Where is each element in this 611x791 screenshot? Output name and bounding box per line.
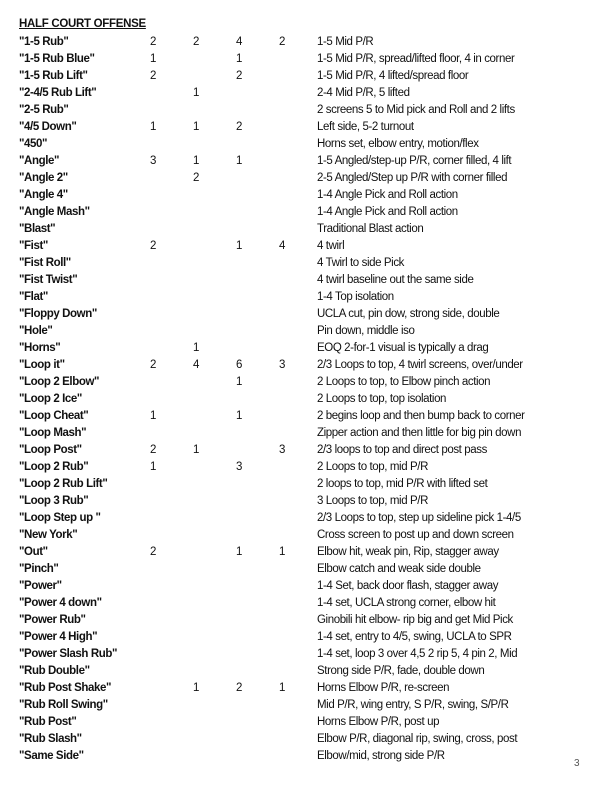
- play-description: Strong side P/R, fade, double down: [317, 665, 485, 677]
- count-col-3: 1: [236, 376, 243, 388]
- play-row: [0, 153, 611, 170]
- play-description: 1-4 Top isolation: [317, 291, 394, 303]
- play-row: [0, 34, 611, 51]
- play-row: [0, 170, 611, 187]
- play-name: "Same Side": [19, 750, 84, 762]
- play-name: "Blast": [19, 223, 56, 235]
- play-row: [0, 51, 611, 68]
- play-name: "Angle": [19, 155, 60, 167]
- play-row: [0, 714, 611, 731]
- play-name: "Loop it": [19, 359, 65, 371]
- play-description: Mid P/R, wing entry, S P/R, swing, S/P/R: [317, 699, 509, 711]
- play-name: "450": [19, 138, 48, 150]
- play-description: Elbow/mid, strong side P/R: [317, 750, 445, 762]
- play-name: "Loop 2 Rub Lift": [19, 478, 108, 490]
- play-row: [0, 408, 611, 425]
- count-col-1: 1: [150, 461, 157, 473]
- play-description: 4 twirl: [317, 240, 345, 252]
- play-row: [0, 442, 611, 459]
- play-row: [0, 425, 611, 442]
- play-description: 2 loops to top, mid P/R with lifted set: [317, 478, 488, 490]
- play-name: "Power Slash Rub": [19, 648, 118, 660]
- play-row: [0, 221, 611, 238]
- play-description: 2/3 Loops to top, 4 twirl screens, over/under: [317, 359, 523, 371]
- play-description: 1-4 Set, back door flash, stagger away: [317, 580, 499, 592]
- play-row: [0, 578, 611, 595]
- count-col-3: 1: [236, 240, 243, 252]
- plays-table: [0, 34, 611, 765]
- play-description: Pin down, middle iso: [317, 325, 415, 337]
- play-name: "2-4/5 Rub Lift": [19, 87, 97, 99]
- play-description: 1-4 set, entry to 4/5, swing, UCLA to SPR: [317, 631, 512, 643]
- play-description: 2 Loops to top, top isolation: [317, 393, 447, 405]
- play-name: "Loop 2 Elbow": [19, 376, 100, 388]
- play-description: 1-4 set, loop 3 over 4,5 2 rip 5, 4 pin 2, Mid: [317, 648, 518, 660]
- play-row: [0, 323, 611, 340]
- play-name: "Fist Twist": [19, 274, 78, 286]
- play-name: "Power": [19, 580, 62, 592]
- play-name: "Fist": [19, 240, 48, 252]
- play-row: [0, 697, 611, 714]
- play-name: "Rub Roll Swing": [19, 699, 108, 711]
- play-description: 2 begins loop and then bump back to corner: [317, 410, 525, 422]
- play-description: Cross screen to post up and down screen: [317, 529, 514, 541]
- play-description: Horns set, elbow entry, motion/flex: [317, 138, 479, 150]
- section-title: HALF COURT OFFENSE: [19, 18, 146, 30]
- play-description: Elbow P/R, diagonal rip, swing, cross, post: [317, 733, 518, 745]
- play-description: 4 Twirl to side Pick: [317, 257, 405, 269]
- play-description: 1-5 Angled/step-up P/R, corner filled, 4 lift: [317, 155, 512, 167]
- play-description: 1-5 Mid P/R, spread/lifted floor, 4 in corner: [317, 53, 515, 65]
- count-col-3: 2: [236, 121, 243, 133]
- play-name: "Pinch": [19, 563, 59, 575]
- play-description: Zipper action and then little for big pin down: [317, 427, 522, 439]
- play-description: Elbow hit, weak pin, Rip, stagger away: [317, 546, 499, 558]
- play-name: "Rub Post": [19, 716, 77, 728]
- page-number: 3: [574, 758, 580, 769]
- play-name: "2-5 Rub": [19, 104, 69, 116]
- play-name: "Hole": [19, 325, 53, 337]
- count-col-1: 2: [150, 240, 157, 252]
- play-row: [0, 612, 611, 629]
- play-row: [0, 102, 611, 119]
- count-col-4: 2: [279, 36, 286, 48]
- count-col-3: 2: [236, 70, 243, 82]
- play-name: "Rub Double": [19, 665, 90, 677]
- play-row: [0, 68, 611, 85]
- play-row: [0, 85, 611, 102]
- play-row: [0, 680, 611, 697]
- play-row: [0, 374, 611, 391]
- play-row: [0, 306, 611, 323]
- count-col-1: 2: [150, 70, 157, 82]
- play-row: [0, 731, 611, 748]
- play-name: "1-5 Rub": [19, 36, 69, 48]
- count-col-4: 3: [279, 444, 286, 456]
- count-col-3: 3: [236, 461, 243, 473]
- play-row: [0, 527, 611, 544]
- play-name: "Rub Slash": [19, 733, 82, 745]
- count-col-3: 1: [236, 155, 243, 167]
- count-col-1: 2: [150, 36, 157, 48]
- play-description: 2 Loops to top, mid P/R: [317, 461, 428, 473]
- count-col-1: 2: [150, 546, 157, 558]
- count-col-2: 1: [193, 155, 200, 167]
- count-col-3: 1: [236, 410, 243, 422]
- play-row: [0, 493, 611, 510]
- count-col-2: 2: [193, 172, 200, 184]
- play-description: 2-4 Mid P/R, 5 lifted: [317, 87, 410, 99]
- count-col-3: 6: [236, 359, 243, 371]
- play-row: [0, 238, 611, 255]
- play-name: "Horns": [19, 342, 61, 354]
- play-description: 2 Loops to top, to Elbow pinch action: [317, 376, 491, 388]
- play-row: [0, 272, 611, 289]
- play-description: EOQ 2-for-1 visual is typically a drag: [317, 342, 489, 354]
- play-name: "Loop Post": [19, 444, 82, 456]
- play-row: [0, 748, 611, 765]
- count-col-2: 2: [193, 36, 200, 48]
- count-col-4: 1: [279, 546, 286, 558]
- play-description: 1-5 Mid P/R, 4 lifted/spread floor: [317, 70, 469, 82]
- play-row: [0, 136, 611, 153]
- play-description: Traditional Blast action: [317, 223, 424, 235]
- play-description: Ginobili hit elbow- rip big and get Mid Pick: [317, 614, 513, 626]
- play-name: "Power 4 High": [19, 631, 98, 643]
- play-row: [0, 187, 611, 204]
- play-row: [0, 289, 611, 306]
- play-row: [0, 340, 611, 357]
- count-col-1: 2: [150, 359, 157, 371]
- count-col-2: 1: [193, 342, 200, 354]
- play-row: [0, 459, 611, 476]
- play-name: "1-5 Rub Lift": [19, 70, 88, 82]
- count-col-1: 2: [150, 444, 157, 456]
- count-col-1: 1: [150, 53, 157, 65]
- play-name: "Angle 2": [19, 172, 68, 184]
- play-description: 1-4 set, UCLA strong corner, elbow hit: [317, 597, 496, 609]
- play-name: "Power Rub": [19, 614, 86, 626]
- play-description: 3 Loops to top, mid P/R: [317, 495, 428, 507]
- count-col-1: 1: [150, 121, 157, 133]
- play-row: [0, 544, 611, 561]
- count-col-1: 3: [150, 155, 157, 167]
- count-col-2: 1: [193, 682, 200, 694]
- count-col-2: 4: [193, 359, 200, 371]
- play-name: "Loop 3 Rub": [19, 495, 89, 507]
- play-description: 1-4 Angle Pick and Roll action: [317, 206, 458, 218]
- play-name: "Rub Post Shake": [19, 682, 112, 694]
- play-name: "Fist Roll": [19, 257, 71, 269]
- play-name: "Floppy Down": [19, 308, 97, 320]
- count-col-1: 1: [150, 410, 157, 422]
- play-description: 2/3 Loops to top, step up sideline pick 1-4/5: [317, 512, 521, 524]
- play-row: [0, 357, 611, 374]
- count-col-3: 2: [236, 682, 243, 694]
- play-name: "Angle 4": [19, 189, 68, 201]
- play-row: [0, 476, 611, 493]
- play-row: [0, 629, 611, 646]
- count-col-3: 1: [236, 546, 243, 558]
- play-description: 2/3 loops to top and direct post pass: [317, 444, 487, 456]
- play-row: [0, 663, 611, 680]
- count-col-2: 1: [193, 121, 200, 133]
- count-col-2: 1: [193, 87, 200, 99]
- play-name: "Loop Step up ": [19, 512, 101, 524]
- play-description: UCLA cut, pin dow, strong side, double: [317, 308, 500, 320]
- play-name: "Loop 2 Ice": [19, 393, 82, 405]
- play-name: "4/5 Down": [19, 121, 77, 133]
- count-col-4: 4: [279, 240, 286, 252]
- count-col-4: 1: [279, 682, 286, 694]
- play-description: 2-5 Angled/Step up P/R with corner filled: [317, 172, 508, 184]
- play-name: "New York": [19, 529, 78, 541]
- play-row: [0, 204, 611, 221]
- play-name: "Angle Mash": [19, 206, 90, 218]
- count-col-2: 1: [193, 444, 200, 456]
- count-col-3: 1: [236, 53, 243, 65]
- play-row: [0, 646, 611, 663]
- play-description: Left side, 5-2 turnout: [317, 121, 414, 133]
- play-row: [0, 391, 611, 408]
- count-col-4: 3: [279, 359, 286, 371]
- play-row: [0, 119, 611, 136]
- count-col-3: 4: [236, 36, 243, 48]
- play-row: [0, 510, 611, 527]
- play-name: "Loop Mash": [19, 427, 87, 439]
- play-description: Horns Elbow P/R, re-screen: [317, 682, 450, 694]
- play-description: 2 screens 5 to Mid pick and Roll and 2 lifts: [317, 104, 515, 116]
- play-row: [0, 561, 611, 578]
- play-description: Horns Elbow P/R, post up: [317, 716, 440, 728]
- play-description: 1-5 Mid P/R: [317, 36, 374, 48]
- play-row: [0, 255, 611, 272]
- play-name: "Loop Cheat": [19, 410, 89, 422]
- play-name: "Out": [19, 546, 48, 558]
- play-name: "Power 4 down": [19, 597, 102, 609]
- play-name: "1-5 Rub Blue": [19, 53, 95, 65]
- play-name: "Flat": [19, 291, 48, 303]
- play-row: [0, 595, 611, 612]
- play-name: "Loop 2 Rub": [19, 461, 89, 473]
- play-description: 1-4 Angle Pick and Roll action: [317, 189, 458, 201]
- play-description: 4 twirl baseline out the same side: [317, 274, 474, 286]
- play-description: Elbow catch and weak side double: [317, 563, 481, 575]
